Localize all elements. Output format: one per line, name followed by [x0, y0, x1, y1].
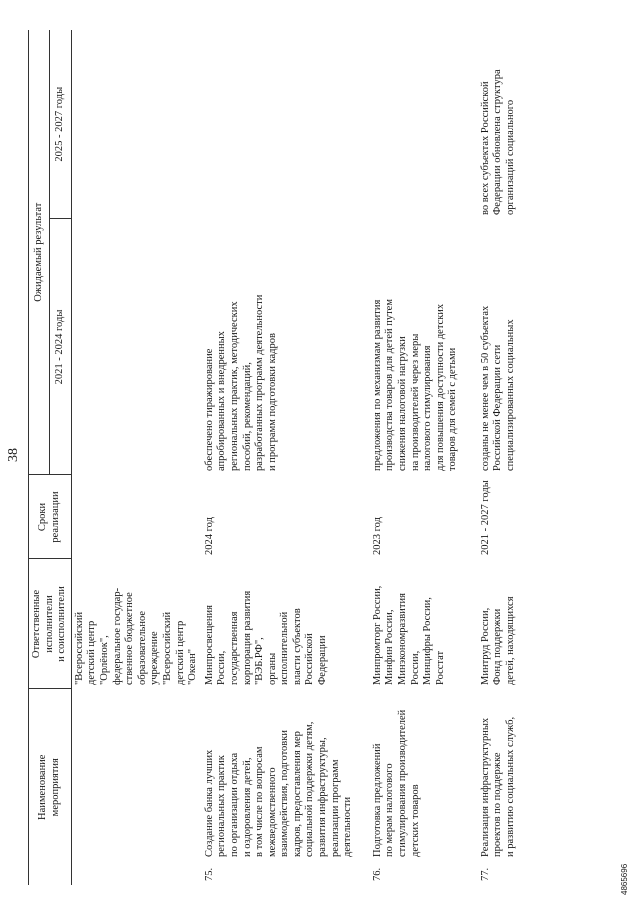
result-2021-2024: созданы не менее чем в 50 субъектах Российской Федерации сети специализированных социальных: [479, 305, 516, 471]
measure-name: Реализация инфраструктурных проектов по поддержке и развитию социальных служб,: [479, 716, 516, 857]
terms: 2024 год: [203, 517, 215, 555]
executors: "Всероссийский детский центр "Орлёнок", федеральное государ- ственное бюджетное образовательное учреждение "Всероссийский детский центр "Океан": [73, 587, 199, 685]
terms: 2021 - 2027 годы: [479, 480, 491, 555]
table-row: [370, 30, 478, 885]
header-name: Наименование мероприятия: [29, 689, 72, 885]
result-2025-2027: [370, 30, 478, 219]
measure-name: Создание банка лучших региональных практик по организации отдыха и оздоровления детей, в том числе по вопросам межведомственного взаимодействия, подготовки кадров, предоставления мер социальной поддержки детям, развития инфраструктуры, реализации программ деятельности: [203, 721, 354, 857]
document-id: 4865696: [620, 863, 629, 895]
row-number: 76.: [371, 867, 383, 881]
result-2025-2027: во всех субъектах Российской Федерации обновлена структура организаций социального: [479, 69, 516, 215]
executors: Минпросвещения России, государственная корпорация развития "ВЭБ.РФ", органы исполнительной власти субъектов Российской Федерации: [203, 590, 329, 685]
measure-name: Подготовка предложений по мерам налогового стимулирования производителей детских товаров: [371, 709, 421, 857]
terms: [71, 475, 201, 559]
row-number: [71, 861, 201, 885]
header-expected-result: Ожидаемый результат: [29, 30, 50, 475]
result-2021-2024: [71, 219, 201, 475]
header-row-1: [29, 30, 50, 885]
result-2021-2024: обеспечено тиражирование апробированных и внедренных региональных практик, методических пособий, рекомендаций, разработанных программ деятельности и программ подготовки кадров: [203, 294, 278, 471]
table-row: [71, 30, 201, 885]
result-2025-2027: [71, 30, 201, 219]
measures-table: [28, 30, 520, 885]
header-terms: Сроки реализации: [29, 475, 72, 559]
measure-name: [71, 689, 201, 861]
terms: 2023 год: [371, 517, 383, 555]
page-number: 38: [6, 448, 21, 462]
executors: Минпромторг России, Минфин России, Минэкономразвития России, Минцифры России, Росстат: [371, 585, 446, 685]
row-number: 77.: [479, 867, 491, 881]
header-period-1: 2021 - 2024 годы: [50, 219, 71, 475]
header-period-2: 2025 - 2027 годы: [50, 30, 71, 219]
executors: Минтруд России, Фонд поддержки детей, находящихся: [479, 596, 516, 685]
result-2021-2024: предложения по механизмам развития производства товаров для детей путем снижения налоговой нагрузки на производителей через меры налогового стимулирования для повышения доступности детских товаров для семей с детьми: [371, 299, 459, 471]
table-row: [478, 30, 520, 885]
header-executors: Ответственные исполнители и соисполнители: [29, 559, 72, 689]
result-2025-2027: [202, 30, 370, 219]
row-number: 75.: [203, 867, 215, 881]
table-row: [202, 30, 370, 885]
